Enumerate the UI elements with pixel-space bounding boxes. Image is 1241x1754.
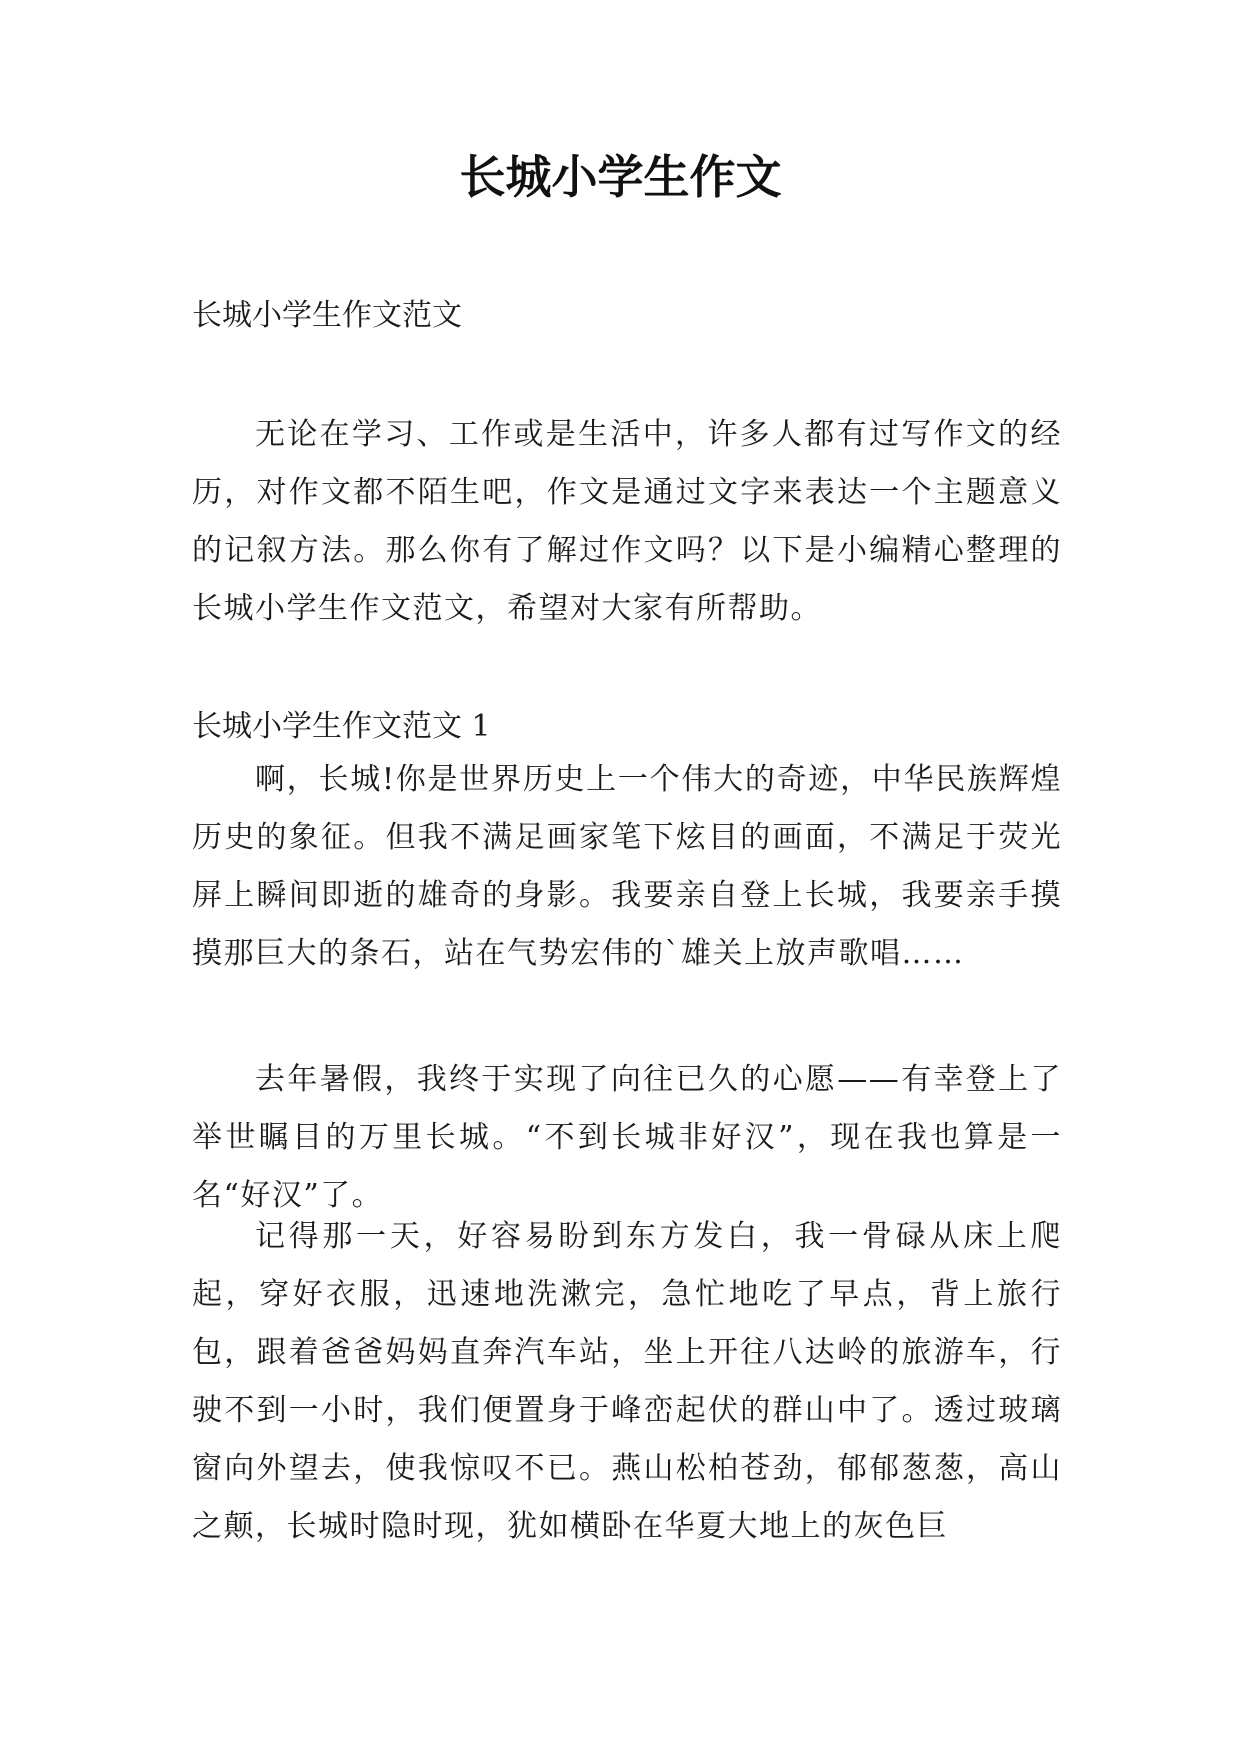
page-title: 长城小学生作文 <box>459 150 782 204</box>
body-paragraph: 去年暑假，我终于实现了向往已久的心愿——有幸登上了举世瞩目的万里长城。“不到长城非好汉”，现在我也算是一名“好汉”了。 <box>192 1062 1062 1213</box>
body-paragraph: 啊，长城!你是世界历史上一个伟大的奇迹，中华民族辉煌历史的象征。但我不满足画家笔下炫目的画面，不满足于荧光屏上瞬间即逝的雄奇的身影。我要亲自登上长城，我要亲手摸摸那巨大的条石，站在气势宏伟的`雄关上放声歌唱…… <box>192 762 1062 971</box>
document-subtitle: 长城小学生作文范文 <box>192 298 462 333</box>
intro-paragraph: 无论在学习、工作或是生活中，许多人都有过写作文的经历，对作文都不陌生吧，作文是通过文字来表达一个主题意义的记叙方法。那么你有了解过作文吗？以下是小编精心整理的长城小学生作文范文，希望对大家有所帮助。 <box>192 417 1062 626</box>
section-heading: 长城小学生作文范文 1 <box>192 709 491 744</box>
body-paragraph: 记得那一天，好容易盼到东方发白，我一骨碌从床上爬起，穿好衣服，迅速地洗漱完，急忙地吃了早点，背上旅行包，跟着爸爸妈妈直奔汽车站，坐上开往八达岭的旅游车，行驶不到一小时，我们便置身于峰峦起伏的群山中了。透过玻璃窗向外望去，使我惊叹不已。燕山松柏苍劲，郁郁葱葱，高山之颠，长城时隐时现，犹如横卧在华夏大地上的灰色巨 <box>192 1219 1062 1544</box>
